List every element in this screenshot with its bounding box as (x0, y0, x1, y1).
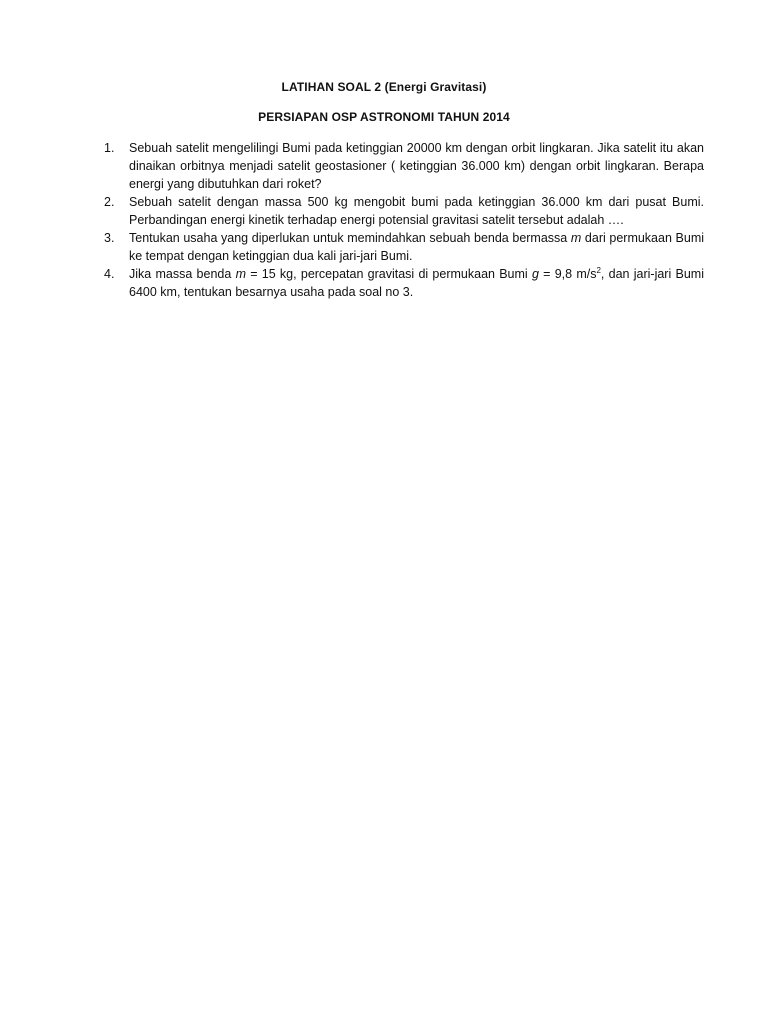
question-text (129, 229, 704, 265)
question-number: 2. (104, 195, 115, 209)
question-list (104, 139, 704, 301)
question-text-part: Tentukan usaha yang diperlukan untuk memindahkan sebuah benda bermassa (129, 231, 571, 245)
question-text: Sebuah satelit dengan massa 500 kg mengobit bumi pada ketinggian 36.000 km dari pusat Bumi. Perbandingan energi kinetik terhadap energi potensial gravitasi satelit tersebut adalah …. (129, 195, 704, 227)
question-number: 3. (104, 231, 115, 245)
question-text (129, 265, 704, 301)
question-item-2 (104, 193, 704, 229)
question-text-part: , dan jari-jari Bumi 6400 km, tentukan besarnya usaha pada soal no 3. (129, 267, 704, 299)
question-number: 1. (104, 141, 115, 155)
question-item-1 (104, 139, 704, 193)
document-subtitle: PERSIAPAN OSP ASTRONOMI TAHUN 2014 (258, 110, 510, 124)
question-text-part: = 15 kg, percepatan gravitasi di permukaan Bumi (245, 267, 532, 281)
question-number: 4. (104, 267, 115, 281)
question-item-3 (104, 229, 704, 265)
question-text-part: = 9,8 m/s (538, 267, 597, 281)
variable-g: g (531, 267, 539, 281)
question-item-4 (104, 265, 704, 301)
exponent: 2 (596, 265, 601, 275)
variable-m: m (570, 231, 582, 245)
question-text: Sebuah satelit mengelilingi Bumi pada ketinggian 20000 km dengan orbit lingkaran. Jika satelit itu akan dinaikan orbitnya menjadi satelit geostasioner ( ketinggian 36.000 km) dengan orbit lingkaran. Berapa energi yang dibutuhkan dari roket? (129, 141, 704, 191)
question-text-part: dari permukaan Bumi ke tempat dengan ketinggian dua kali jari-jari Bumi. (129, 231, 705, 263)
question-text-part: Jika massa benda (129, 267, 236, 281)
variable-m: m (235, 267, 246, 281)
document-title: LATIHAN SOAL 2 (Energi Gravitasi) (281, 80, 487, 94)
